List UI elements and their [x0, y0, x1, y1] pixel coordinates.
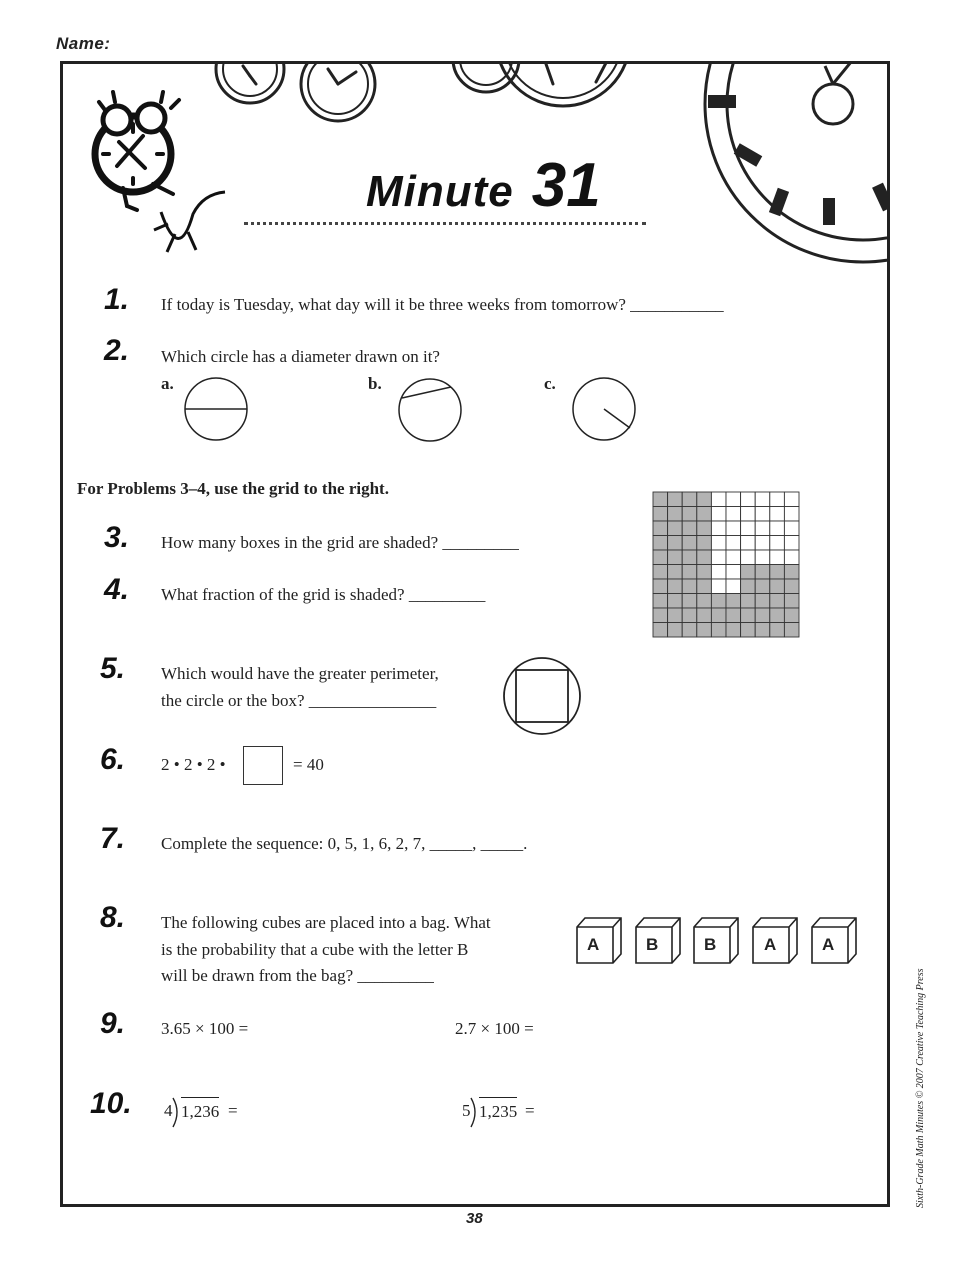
grid-cell-shaded — [741, 623, 756, 638]
grid-cell — [755, 521, 770, 536]
question-9-right: 2.7 × 100 = — [455, 1019, 534, 1038]
grid-cell-shaded — [682, 594, 697, 609]
grid-cell-shaded — [726, 594, 741, 609]
grid-cell-shaded — [697, 521, 712, 536]
grid-cell-shaded — [784, 579, 799, 594]
grid-cell-shaded — [668, 521, 683, 536]
grid-cell-shaded — [697, 579, 712, 594]
option-b-label: b. — [368, 374, 382, 393]
question-5-line-1: Which would have the greater perimeter, — [161, 664, 439, 683]
grid-cell — [726, 507, 741, 522]
question-6-left: 2 • 2 • 2 • — [161, 755, 226, 774]
question-4-text: What fraction of the grid is shaded? _________ — [161, 585, 486, 604]
publisher-credit: Sixth-Grade Math Minutes © 2007 Creative Teaching Press — [915, 968, 926, 1208]
grid-cell-shaded — [668, 507, 683, 522]
grid-cell — [755, 492, 770, 507]
grid-cell-shaded — [653, 623, 668, 638]
grid-cell — [784, 550, 799, 565]
grid-cell-shaded — [697, 608, 712, 623]
grid-cell-shaded — [711, 594, 726, 609]
circle-a-diagram — [182, 376, 252, 444]
grid-cell-shaded — [741, 565, 756, 580]
page-title — [366, 150, 601, 221]
grid-cell — [755, 550, 770, 565]
grid-cell — [711, 507, 726, 522]
question-8-line-1: The following cubes are placed into a bag. What — [161, 913, 491, 932]
title-word: Minute — [366, 167, 514, 216]
grid-cell-shaded — [668, 594, 683, 609]
grid-cell — [755, 536, 770, 551]
grid-cell-shaded — [770, 623, 785, 638]
option-a-label: a. — [161, 374, 174, 393]
left-divisor: 4 — [164, 1101, 173, 1120]
cube-1 — [576, 917, 630, 965]
grid-cell-shaded — [770, 579, 785, 594]
shaded-grid — [652, 491, 800, 638]
grid-cell-shaded — [682, 536, 697, 551]
grid-cell — [770, 521, 785, 536]
question-1-text: If today is Tuesday, what day will it be three weeks from tomorrow? ___________ — [161, 295, 724, 314]
question-number-10: 10. — [90, 1087, 132, 1120]
grid-cell — [784, 507, 799, 522]
grid-cell-shaded — [668, 608, 683, 623]
grid-cell-shaded — [668, 550, 683, 565]
grid-cell — [784, 521, 799, 536]
grid-cell — [726, 492, 741, 507]
cube-5 — [811, 917, 865, 965]
grid-cell-shaded — [697, 623, 712, 638]
question-number-1: 1. — [104, 283, 130, 316]
cube-3 — [693, 917, 747, 965]
grid-cell — [770, 492, 785, 507]
left-equals: = — [228, 1101, 238, 1120]
grid-cell — [711, 565, 726, 580]
right-equals: = — [525, 1101, 535, 1120]
grid-cell — [711, 550, 726, 565]
cube-4-letter: A — [764, 935, 777, 954]
cube-4 — [752, 917, 806, 965]
circle-with-box-diagram — [502, 656, 582, 736]
grid-cell-shaded — [711, 608, 726, 623]
title-divider — [244, 222, 646, 225]
right-dividend: 1,235 — [479, 1097, 517, 1125]
grid-cell — [741, 492, 756, 507]
grid-cell-shaded — [697, 550, 712, 565]
grid-cell-shaded — [770, 565, 785, 580]
grid-cell-shaded — [755, 565, 770, 580]
grid-cell-shaded — [770, 594, 785, 609]
grid-cell-shaded — [697, 507, 712, 522]
question-number-8: 8. — [100, 901, 126, 934]
cube-1-letter: A — [587, 935, 600, 954]
grid-cell-shaded — [653, 594, 668, 609]
question-8-line-3: will be drawn from the bag? _________ — [161, 966, 434, 985]
grid-cell-shaded — [653, 521, 668, 536]
grid-cell-shaded — [653, 579, 668, 594]
grid-cell-shaded — [668, 492, 683, 507]
grid-cell-shaded — [755, 579, 770, 594]
grid-cell — [755, 507, 770, 522]
grid-cell — [711, 521, 726, 536]
name-label: Name: — [56, 34, 111, 53]
grid-cell — [770, 507, 785, 522]
grid-cell-shaded — [668, 579, 683, 594]
grid-cell-shaded — [682, 623, 697, 638]
circle-c-diagram — [570, 376, 640, 444]
question-5-line-2: the circle or the box? _______________ — [161, 691, 437, 710]
circle-b-diagram — [396, 376, 466, 444]
question-2-text: Which circle has a diameter drawn on it? — [161, 347, 440, 366]
grid-cell — [741, 550, 756, 565]
cube-5-letter: A — [822, 935, 835, 954]
grid-cell — [726, 565, 741, 580]
left-dividend: 1,236 — [181, 1097, 219, 1125]
question-number-5: 5. — [100, 652, 126, 685]
grid-cell-shaded — [697, 536, 712, 551]
grid-cell — [711, 536, 726, 551]
grid-cell-shaded — [697, 565, 712, 580]
question-number-6: 6. — [100, 743, 126, 776]
question-number-7: 7. — [100, 822, 126, 855]
grid-cell — [726, 550, 741, 565]
grid-cell — [726, 536, 741, 551]
question-number-9: 9. — [100, 1007, 126, 1040]
grid-cell-shaded — [682, 579, 697, 594]
grid-cell-shaded — [755, 608, 770, 623]
grid-cell-shaded — [697, 492, 712, 507]
question-number-2: 2. — [104, 334, 130, 367]
grid-cell-shaded — [682, 492, 697, 507]
grid-cell — [741, 507, 756, 522]
right-divisor: 5 — [462, 1101, 471, 1120]
grid-cell-shaded — [653, 536, 668, 551]
grid-cell — [711, 492, 726, 507]
grid-cell-shaded — [741, 594, 756, 609]
title-number: 31 — [531, 151, 601, 220]
page-number: 38 — [466, 1210, 483, 1227]
grid-cell-shaded — [682, 550, 697, 565]
grid-cell — [741, 536, 756, 551]
question-8-line-2: is the probability that a cube with the letter B — [161, 940, 469, 959]
question-number-3: 3. — [104, 521, 130, 554]
grid-cell-shaded — [741, 608, 756, 623]
cube-2 — [635, 917, 689, 965]
grid-cell-shaded — [784, 623, 799, 638]
grid-cell — [770, 550, 785, 565]
question-3-text: How many boxes in the grid are shaded? _________ — [161, 533, 519, 552]
grid-cell-shaded — [784, 608, 799, 623]
grid-cell-shaded — [755, 594, 770, 609]
grid-cell-shaded — [653, 608, 668, 623]
grid-cell — [711, 579, 726, 594]
grid-cell-shaded — [682, 565, 697, 580]
grid-cell-shaded — [784, 594, 799, 609]
grid-cell-shaded — [755, 623, 770, 638]
grid-cell-shaded — [653, 550, 668, 565]
grid-cell-shaded — [784, 565, 799, 580]
grid-cell-shaded — [668, 623, 683, 638]
question-6-right: = 40 — [293, 755, 324, 774]
question-7-text: Complete the sequence: 0, 5, 1, 6, 2, 7, _____, _____. — [161, 834, 528, 853]
question-9-left: 3.65 × 100 = — [161, 1019, 249, 1038]
grid-cell-shaded — [726, 608, 741, 623]
grid-cell-shaded — [711, 623, 726, 638]
grid-cell-shaded — [653, 565, 668, 580]
grid-cell-shaded — [668, 536, 683, 551]
grid-cell — [726, 521, 741, 536]
answer-box — [243, 746, 283, 785]
grid-cell — [770, 536, 785, 551]
question-number-4: 4. — [104, 573, 130, 606]
grid-cell-shaded — [682, 507, 697, 522]
grid-cell-shaded — [770, 608, 785, 623]
grid-cell-shaded — [682, 608, 697, 623]
grid-cell-shaded — [653, 492, 668, 507]
grid-cell — [726, 579, 741, 594]
cube-2-letter: B — [646, 935, 659, 954]
grid-cell — [741, 521, 756, 536]
option-c-label: c. — [544, 374, 556, 393]
grid-cell — [784, 536, 799, 551]
grid-instruction: For Problems 3–4, use the grid to the right. — [77, 479, 389, 498]
grid-cell-shaded — [741, 579, 756, 594]
grid-cell-shaded — [726, 623, 741, 638]
grid-cell-shaded — [668, 565, 683, 580]
grid-cell-shaded — [653, 507, 668, 522]
cube-3-letter: B — [704, 935, 717, 954]
grid-cell — [784, 492, 799, 507]
grid-cell-shaded — [697, 594, 712, 609]
grid-cell-shaded — [682, 521, 697, 536]
